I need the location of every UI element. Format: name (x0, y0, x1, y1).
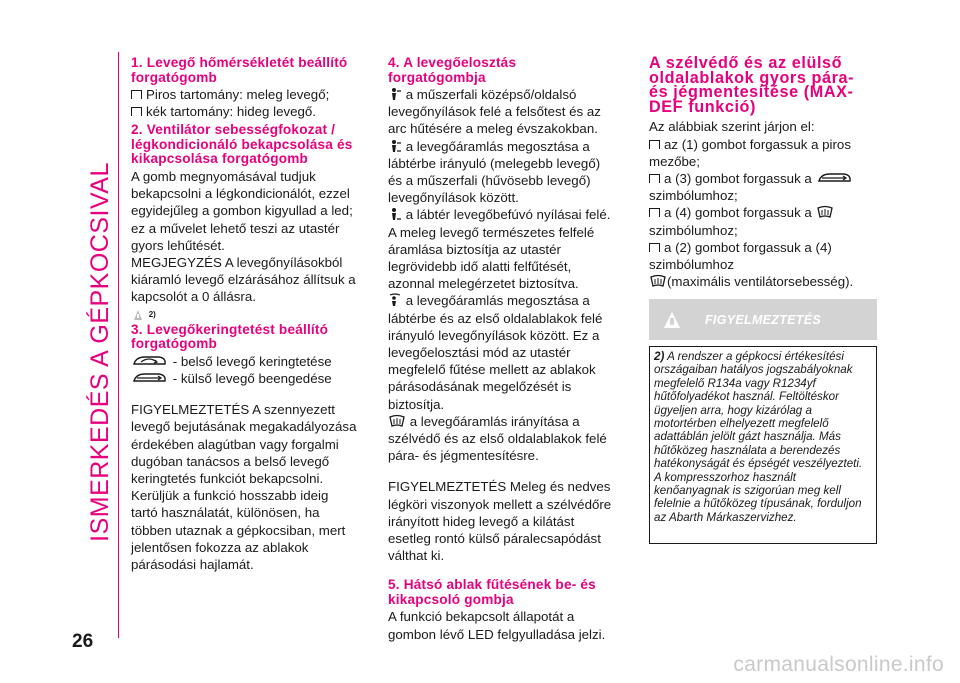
bullet-icon (649, 243, 660, 252)
column-1 (131, 56, 357, 573)
watermark: carmanualsonline.info (733, 653, 944, 676)
section-4-heading: 4. A levegőelosztás forgatógombja (388, 55, 517, 85)
paragraph: A gomb megnyomásával tudjuk bekapcsolni a légkondicionálót, ezzel egyidejűleg a gombon kigyullad a led; ez a művelet lehető teszi az utastér gyors lehűtését. (131, 168, 353, 253)
paragraph: a levegőáramlás megosztása a lábtérbe irányuló (melegebb levegő) és a műszerfali (hűvösebb levegő) levegőnyílások között. (388, 138, 601, 206)
warning-hand-icon (131, 308, 145, 321)
warning-hand-icon (662, 310, 682, 330)
max-def-heading: A szélvédő és az elülső oldalablakok gyors pára- és jégmentesítése (MAX-DEF funkció) (649, 54, 855, 116)
chapter-divider (118, 52, 119, 638)
floor-defrost-icon (388, 293, 402, 307)
column-2 (388, 56, 616, 643)
bullet-icon (649, 208, 660, 217)
paragraph: A funkció bekapcsolt állapotát a gombon lévő LED felgyulladása jelzi. (388, 609, 606, 642)
warning-paragraph: FIGYELMEZTETÉS A szennyezett levegő bejutásának megakadályozása érdekében alagútban vagy forgalmi dugóban tanácsos a belső levegő keringtetés funkciót bekapcsolni. Kerüljük a funkció hosszabb ideig tartó használatát, különösen, ha többen utaznak a gépkocsiban, mert jelentősen fokozza az ablakok párásodási hajlamát. (131, 402, 357, 572)
paragraph: Az alábbiak szerint járjon el: (649, 119, 815, 135)
windshield-defrost-icon (816, 205, 834, 219)
column-3 (649, 56, 877, 290)
fresh-air-icon (816, 171, 854, 185)
bullet-icon (131, 90, 142, 99)
bullet-icon (131, 107, 142, 116)
warning-number: 2) (654, 350, 665, 363)
paragraph: MEGJEGYZÉS A levegőnyílásokból kiáramló levegő elzárásához állítsuk a kapcsolót a 0 állásra. (131, 254, 356, 305)
warning-box (649, 346, 877, 544)
section-3-heading: 3. Levegőkeringtetést beállító forgatógomb (131, 321, 329, 352)
bilevel-vent-icon (388, 139, 402, 153)
warning-label: FIGYELMEZTETÉS (705, 313, 822, 327)
fresh-air-icon (131, 371, 169, 385)
list-item: kék tartomány: hideg levegő. (131, 103, 357, 120)
list-item: a (2) gombot forgassuk a (4) szimbólumhoz (maximális ventilátorsebesség). (649, 239, 854, 290)
paragraph: a levegőáramlás irányítása a szélvédő és az első oldalablakok felé pára- és jégmentesítésre. (388, 413, 607, 464)
windshield-defrost-icon (388, 414, 406, 428)
bullet-icon (649, 140, 660, 149)
list-item: - belső levegő keringtetése (131, 353, 357, 370)
list-item: a (4) gombot forgassuk a szimbólumhoz; (649, 204, 877, 238)
section-5-heading: 5. Hátsó ablak fűtésének be- és kikapcsoló gombja (388, 577, 596, 607)
floor-vent-icon (388, 207, 402, 221)
page-number: 26 (72, 631, 94, 652)
paragraph: a lábtér levegőbefúvó nyílásai felé. A meleg levegő természetes felfelé áramlása biztosítja az utastér legrövidebb idő alatti felfűtését, azonnal melegérzetet biztosítva. (388, 207, 611, 292)
list-item: Piros tartomány: meleg levegő; (131, 86, 357, 103)
list-item: a (3) gombot forgassuk a szimbólumhoz; (649, 170, 877, 204)
warning-text: A rendszer a gépkocsi értékesítési országaiban hatályos jogszabályoknak megfelelő R134a vagy R1234yf hűtőfolyadékot használ. Feltöltéskor ügyeljen arra, hogy kizárólag a motortérben elhelyezett megfelelő adattáblán jelölt gázt használja. Más hűtőközeg használata a berendezés hatékonyságát és épségét veszélyezteti. A kompresszorhoz használt kenőanyagnak is szigorúan meg kell felelnie a hűtőközeg típusának, forduljon az Abarth Márkaszervizhez. (654, 350, 863, 524)
note-reference: 2) (131, 306, 357, 323)
face-vent-icon (388, 87, 402, 101)
chapter-title: ISMERKEDÉS A GÉPKOCSIVAL (86, 162, 114, 542)
windshield-defrost-icon (649, 274, 667, 288)
paragraph: a műszerfali középső/oldalsó levegőnyílások felé a felsőtest és az arc hűtésére a meleg évszakokban. (388, 87, 601, 137)
bullet-icon (649, 174, 660, 183)
list-item: - külső levegő beengedése (131, 370, 357, 387)
section-2-heading: 2. Ventilátor sebességfokozat / légkondicionáló bekapcsolása és kikapcsolása forgatógomb (131, 122, 353, 167)
paragraph: a levegőáramlás megosztása a lábtérbe és az első oldalablakok felé irányuló levegőnyílások között. Ez a levegőelosztási mód az utastér megfelelő fűtése mellett az ablakok párásodásának megelőzését is biztosítja. (388, 293, 603, 412)
section-1-heading: 1. Levegő hőmérsékletét beállító forgatógomb (131, 55, 348, 85)
warning-paragraph: FIGYELMEZTETÉS Meleg és nedves légköri viszonyok mellett a szélvédőre irányított hideg levegő a kilátást esetleg rontó külső páralecsapódást válthat ki. (388, 479, 612, 564)
list-item: az (1) gombot forgassuk a piros mezőbe; (649, 136, 851, 169)
warning-banner (649, 299, 877, 340)
recirculation-icon (131, 354, 169, 368)
